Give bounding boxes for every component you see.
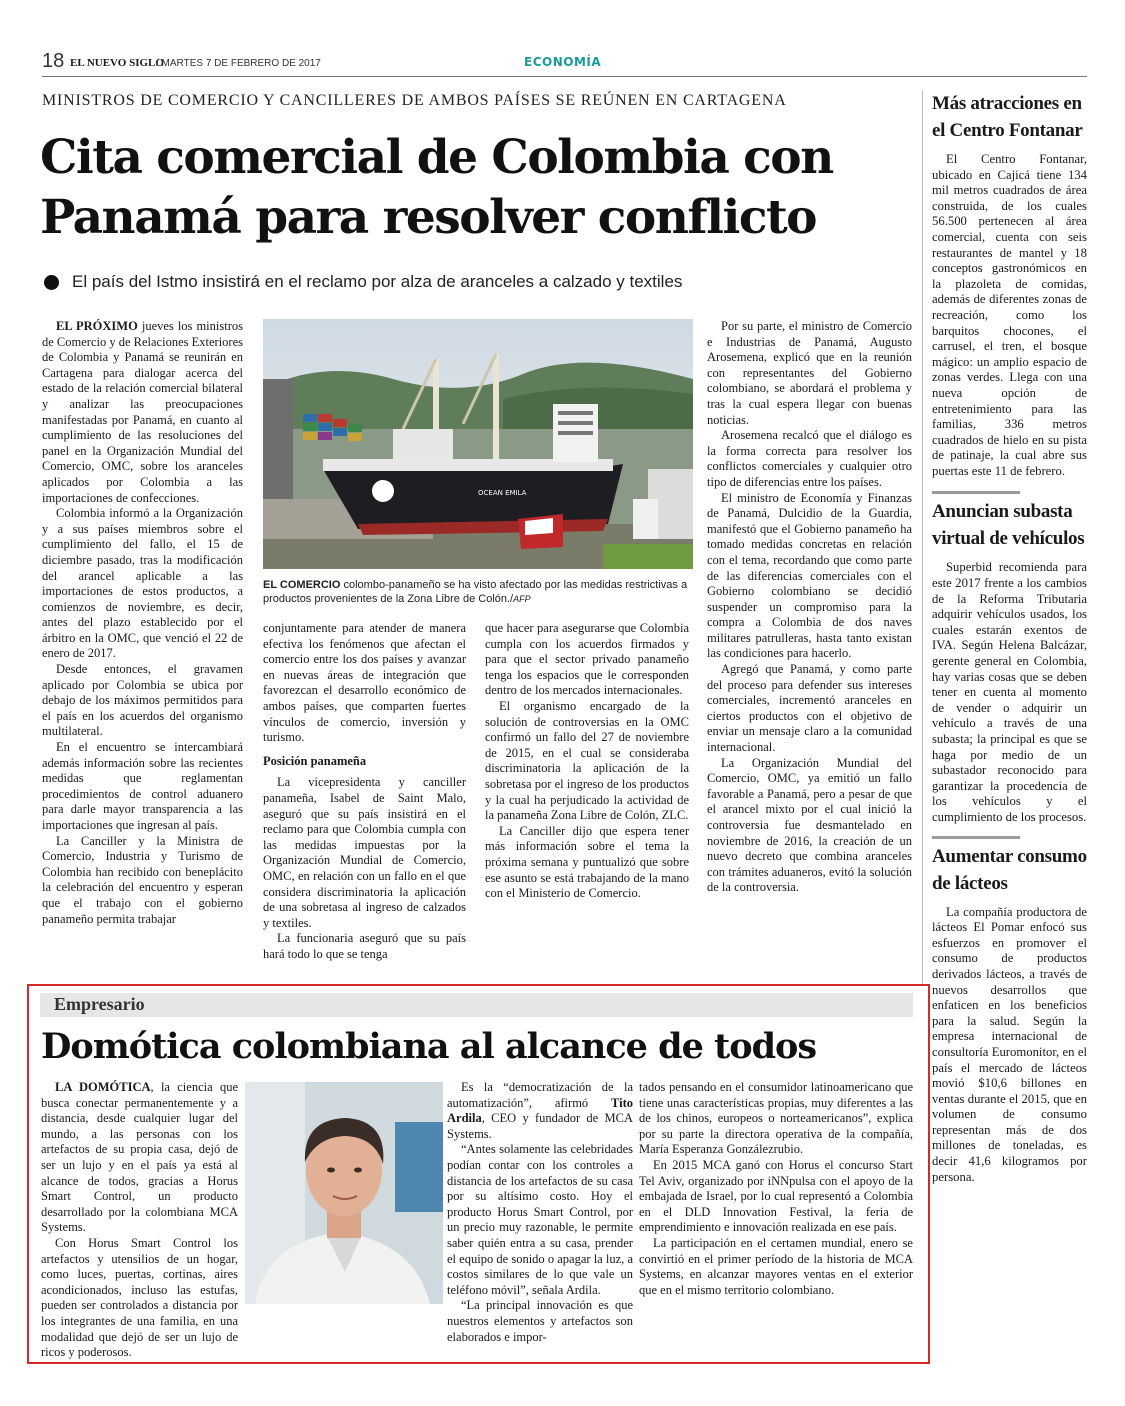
paragraph: Con Horus Smart Control los artefactos y utensilios de un hogar, como luces, puertas, cortinas, aires acondicionados, incluso las estufas, pueden ser controlados a distancia por los integrantes de una familia, en una modalidad que dejó de ser un lujo de ricos y poderosos. <box>41 1235 238 1360</box>
paragraph: En 2015 MCA ganó con Horus el concurso Start Tel Aviv, organizado por iNNpulsa con el apoyo de la embajada de Israel, por lo cual representó a Colombia en el DLD Innovation Festival, la feria de emprendimiento e innovación realizada en ese país. <box>639 1157 913 1235</box>
photo-credit: AFP <box>513 594 531 604</box>
paragraph: tados pensando en el consumidor latinoamericano que tiene unas características propias, muy diferentes a las de los chinos, europeos o norteamericanos”, explica por su parte la directora operativa de la compañía, María Esperanza Gonzálezrubio. <box>639 1080 913 1157</box>
page-header <box>42 48 1087 78</box>
person-portrait-illustration <box>245 1082 443 1304</box>
page-number: 18 <box>42 50 65 72</box>
boxed-column-1-top <box>41 1080 238 1361</box>
main-headline <box>40 128 920 248</box>
main-column-3 <box>485 621 689 902</box>
header-rule <box>42 76 1087 77</box>
main-headline-line-1: Cita comercial de Colombia con <box>40 130 833 185</box>
subhead <box>42 272 912 294</box>
paragraph: “Antes solamente las celebridades podían contar con los controles a distancia de los artefactos de su casa por su altísimo costo. Hoy el producto Horus Smart Control, por un precio muy razonable, le permite saber quién entra a su casa, prender el equipo de sonido o apagar la luz, a costos similares de lo que vale un teléfono móvil”, señala Ardila. <box>447 1142 633 1297</box>
bullet-icon <box>44 275 59 290</box>
paragraph: LA DOMÓTICA, la ciencia que busca conectar permanentemente y a distancia, desde cualquier lugar del mundo, a las personas con los artefactos de su propia casa, dejó de ser un lujo y en el país ya está al alcance de todos, gracias a Horus Smart Control, un producto desarrollado por la colombiana MCA Systems. <box>41 1080 239 1235</box>
main-headline-line-2: Panamá para resolver conflicto <box>40 190 817 245</box>
paragraph: Por su parte, el ministro de Comercio e Industrias de Panamá, Augusto Arosemena, explicó que en la reunión con representantes del Gobierno colombiano, se abordará el problema y tras la cual espera llegar con buenas noticias. <box>707 319 912 427</box>
paragraph: La Canciller dijo que espera tener más información sobre el tema la próxima semana y puntualizó que sobre ese asunto se está trabajando de la mano con el Ministerio de Comercio. <box>485 823 689 901</box>
paragraph: “La principal innovación es que nuestros elementos y artefactos son elaborados e impor- <box>447 1298 633 1344</box>
sidebar-text-3: La compañía productora de lácteos El Pomar enfocó sus esfuerzos en promover el consumo de productos derivados lácteos, a través de nuevos desarrollos que enfaticen en los beneficios para la salud. Según la empresa internacional de consultoría Euromonitor, en el país el mercado de lácteos movió $10,6 billones en ventas durante el 2015, que en volumen de consumo representan más de dos millones de toneladas, es decir 41,6 kilogramos por persona. <box>932 904 1087 1184</box>
portrait-photo <box>245 1082 443 1304</box>
photo-caption: EL COMERCIO colombo-panameño se ha visto afectado por las medidas restrictivas a productos provenientes de la Zona Libre de Colón./AFP <box>263 579 688 605</box>
paragraph: El ministro de Economía y Finanzas de Panamá, Dulcidio de la Guardia, manifestó que el Gobierno panameño ha tomado medidas concretas en relación con el tema, recordando que como parte de las diferencias comerciales con el Gobierno colombiano se decidió suspender un compromiso para la compra a Colombia de dos naves militares patrulleras, hasta tanto existan las condiciones para hacerlo. <box>707 490 912 661</box>
category-band <box>40 993 913 1017</box>
lead-in: LA DOMÓTICA <box>55 1080 151 1094</box>
sidebar-rule <box>932 836 1020 839</box>
paragraph: La Canciller y la Ministra de Comercio, Industria y Turismo de Colombia han recibido con beneplácito la celebración del encuentro y esperan que el trabajo con el gobierno panameño permita trabajar <box>42 833 243 926</box>
boxed-column-2 <box>447 1080 633 1345</box>
boxed-headline: Domótica colombiana al alcance de todos <box>41 1026 817 1067</box>
paragraph: Arosemena recalcó que el diálogo es la forma correcta para resolver los conflictos comerciales y cualquier otro tipo de diferencias entre los países. <box>707 428 912 489</box>
paragraph: Es la “democratización de la automatización”, afirmó Tito Ardila, CEO y fundador de MCA Systems. <box>447 1080 633 1141</box>
sidebar-rule <box>932 491 1020 494</box>
paragraph: Colombia informó a la Organización y a sus países miembros sobre el cumplimiento del fallo, el 15 de diciembre pasado, tras la modificación del arancel aplicable a las importaciones de estos productos, a comienzos de noviembre, es decir, antes del plazo establecido por el árbitro en la OMC, que venció el 22 de enero de 2017. <box>42 506 243 661</box>
main-column-1 <box>42 319 243 927</box>
paragraph: La Organización Mundial del Comercio, OMC, ya emitió un fallo favorable a Panamá, pero a pesar de que el arancel mixto por el cual inició la controversia fue desmantelado en noviembre de 2016, la creación de un nuevo decreto que combina aranceles con trámites aduaneros, evitó la solución de la controversia. <box>707 755 912 895</box>
sidebar-text-1: El Centro Fontanar, ubicado en Cajicá tiene 134 mil metros cuadrados de área construida, de los cuales 56.500 pertenecen al área comercial, cuenta con seis restaurantes de mantel y 18 conceptos gastronómicos en la plazoleta de comidas, además de diferentes zonas de recreación, como los barquitos chocones, el carrusel, el tren, el bosque mágico: un amplio espacio de zonas verdes. Llega con una nueva opción de entretenimiento para las familias, 336 metros cuadrados de hielo en su pista de patinaje, la cual abre sus puertas este 11 de febrero. <box>932 152 1087 478</box>
column-divider <box>922 90 923 985</box>
boxed-column-3 <box>639 1080 913 1298</box>
svg-text:OCEAN EMILA: OCEAN EMILA <box>478 489 527 497</box>
kicker: MINISTROS DE COMERCIO Y CANCILLERES DE AMBOS PAÍSES SE REÚNEN EN CARTAGENA <box>42 92 787 109</box>
section-subheading: Posición panameña <box>263 753 367 768</box>
paragraph: Agregó que Panamá, y como parte del proceso para defender sus intereses comerciales, incrementó aranceles en ciertos productos con el objetivo de enviar un mensaje claro a la comunidad internacional. <box>707 662 912 755</box>
paragraph: La vicepresidenta y canciller panameña, Isabel de Saint Malo, aseguró que su país insistirá en el reclamo para que Colombia cumpla con las medidas impuestas por la Organización Mundial de Comercio, OMC, en relación con un fallo en el que considera discriminatoria la aplicación de una sobretasa al ingreso de calzados y textiles. <box>263 775 466 930</box>
boxed-article <box>27 984 930 1364</box>
sidebar-text-2: Superbid recomienda para este 2017 frente a los cambios de la Reforma Tributaria adquirir vehículos usados, los cuales estarán exentos de IVA. Según Helena Balcázar, gerente general en Colombia, hay varias cosas que se deben tener en cuenta al momento de vender o adquirir un vehículo a través de una subasta; la principal es que se haga por medio de un subastador reconocido para garantizar la procedencia de los vehículos y el cumplimiento de los procesos. <box>932 560 1087 824</box>
category-label: Empresario <box>54 994 145 1014</box>
subhead-text: El país del Istmo insistirá en el reclamo por alza de aranceles a calzado y textiles <box>72 272 683 291</box>
lead-in: EL PRÓXIMO <box>56 319 138 333</box>
paragraph: que hacer para asegurarse que Colombia cumpla con los acuerdos firmados y para que el sector privado panameño tenga los espacios que le corresponden dentro de los mercados internacionales. <box>485 621 689 698</box>
newspaper-name: EL NUEVO SIGLO <box>70 57 164 69</box>
paragraph: conjuntamente para atender de manera efectiva los fenómenos que afectan el comercio entre los dos países y avanzar en nuevas áreas de integración que favorezcan el desarrollo económico de ambos países, que comparten fuertes vínculos de comercio, inversión y turismo. <box>263 621 466 745</box>
paragraph: En el encuentro se intercambiará además información sobre las recientes medidas que reglamentan procedimientos de control aduanero para darle mayor transparencia a las importaciones que ingresan al país. <box>42 740 243 832</box>
main-column-2 <box>263 621 466 962</box>
sidebar <box>932 90 1087 1185</box>
caption-lead: EL COMERCIO <box>263 579 341 591</box>
ship-photo <box>263 319 693 569</box>
paragraph: El organismo encargado de la solución de controversias en la OMC confirmó un fallo del 27 de noviembre de 2015, en el cual se consideraba discriminatoria la aplicación de la sobretasa por el ingreso de los productos y la cual ha perjudicado la actividad de la panameña Zona Libre de Colón, ZLC. <box>485 698 689 823</box>
paragraph: La funcionaria aseguró que su país hará todo lo que se tenga <box>263 931 466 961</box>
sidebar-title-3: Aumentar consumo de lácteos <box>932 845 1087 894</box>
sidebar-title-1: Más atracciones en el Centro Fontanar <box>932 93 1083 141</box>
paragraph: EL PRÓXIMO jueves los ministros de Comercio y de Relaciones Exteriores de Colombia y Panamá se reunirán en Cartagena para dialogar acerca del estado de la relación comercial bilateral y analizar las preocupaciones manifestadas por Panamá, en cuanto al cumplimiento de las resoluciones del panel en la Organización Mundial del Comercio, OMC, sobre los aranceles aplicados por Colombia a las importaciones de confecciones. <box>42 319 243 505</box>
issue-date: / MARTES 7 DE FEBRERO DE 2017 <box>156 58 321 69</box>
person-name: Tito Ardila <box>447 1095 633 1126</box>
canal-ship-illustration <box>263 319 693 569</box>
sidebar-title-2: Anuncian subasta virtual de vehículos <box>932 501 1085 550</box>
paragraph: La participación en el certamen mundial, enero se convirtió en el primer período de la historia de MCA Systems, en alcanzar mayores ventas en el exterior que en el mismo territorio colombiano. <box>639 1235 913 1297</box>
section-name: ECONOMÍA <box>524 55 602 69</box>
paragraph: Desde entonces, el gravamen aplicado por Colombia se ubica por debajo de los máximos permitidos para el país en los acuerdos del organismo multilateral. <box>42 662 243 739</box>
main-column-4 <box>707 319 912 896</box>
